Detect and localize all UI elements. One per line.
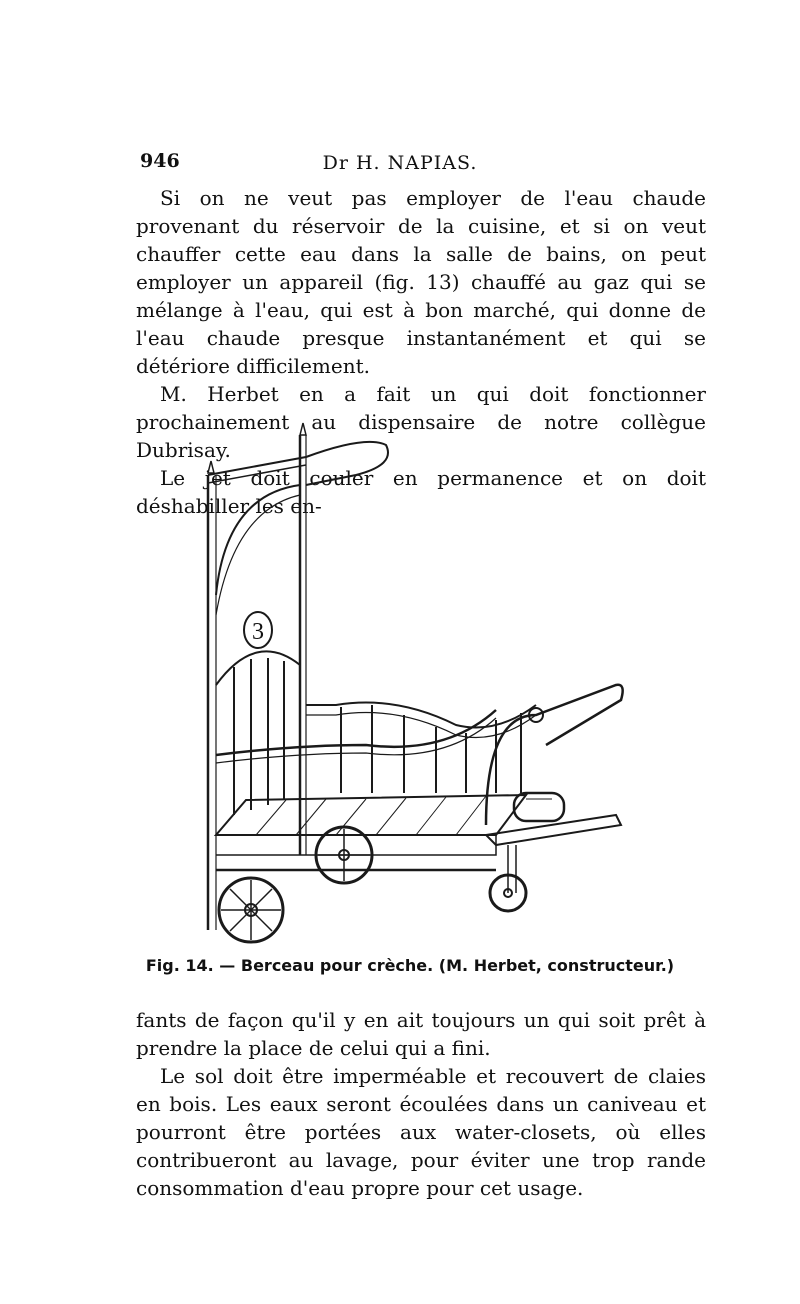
- crib-drawing: [196, 415, 646, 955]
- crib-illustration: [196, 415, 646, 955]
- paragraph: Le sol doit être imperméable et recouvert de claies en bois. Les eaux seront écoulées dans un caniveau et pourront être portées aux water-closets, où elles contribueront au lavage, pour éviter une trop rande consommation d'eau propre pour cet usage.: [136, 1064, 706, 1200]
- bed-number: 3: [252, 619, 264, 645]
- paragraph: fants de façon qu'il y en ait toujours un qui soit prêt à prendre la place de celui qui a fini.: [136, 1008, 706, 1060]
- figure-caption: Fig. 14. — Berceau pour crèche. (M. Herbet, constructeur.): [145, 956, 675, 975]
- paragraph: Si on ne veut pas employer de l'eau chaude provenant du réservoir de la cuisine, et si on veut chauffer cette eau dans la salle de bains, on peut employer un appareil (fig. 13) chauffé au gaz qui se mélange à l'eau, qui est à bon marché, qui donne de l'eau chaude presque instantanément et qui se détériore difficilement.: [136, 186, 706, 378]
- running-head: Dr H. NAPIAS.: [322, 152, 478, 174]
- page-number: 946: [140, 150, 180, 172]
- paragraph: M. Herbet en a fait un qui doit fonctionner prochainement au dispensaire de notre collègue Dubrisay.: [136, 382, 706, 462]
- paragraph: Le jet doit couler en permanence et on doit déshabiller les en-: [136, 466, 706, 518]
- text-block-bottom: [136, 1006, 706, 1202]
